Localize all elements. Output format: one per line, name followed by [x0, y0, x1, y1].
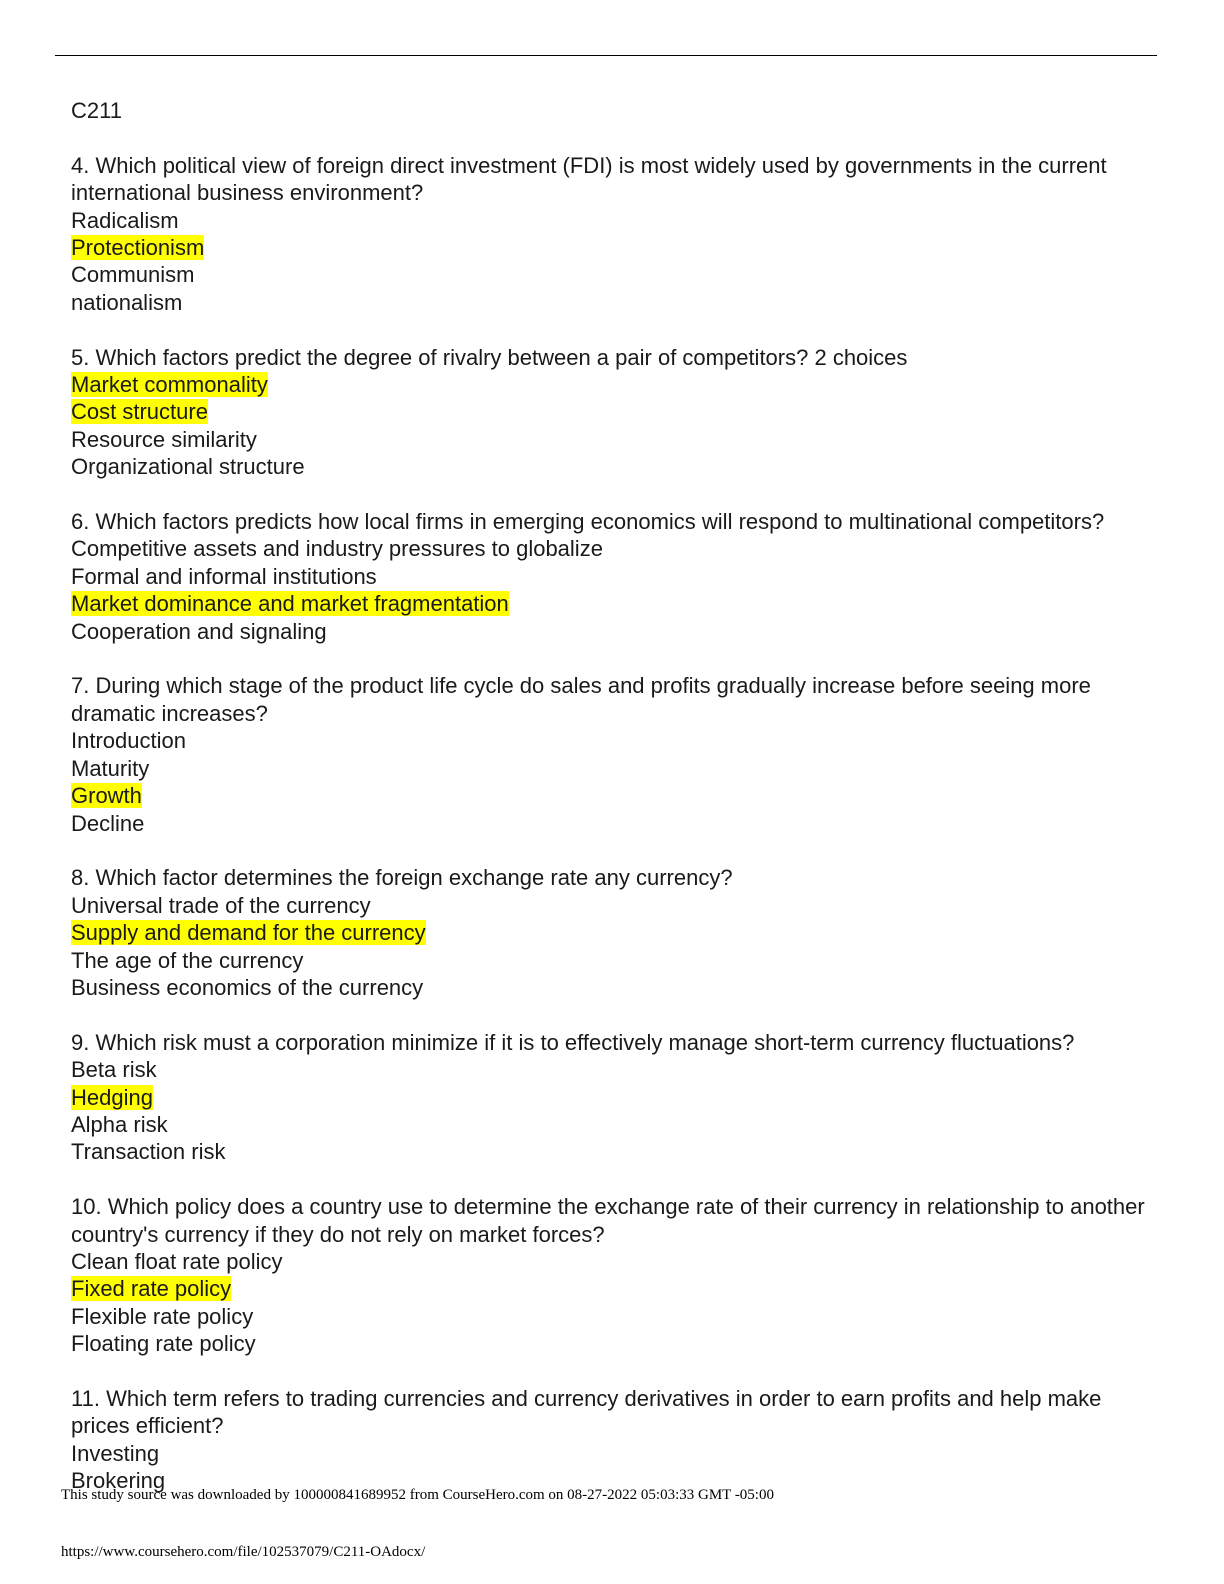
answer-option: [71, 1330, 1161, 1357]
answer-option: [71, 207, 1161, 234]
question-text: 7. During which stage of the product life cycle do sales and profits gradually increase before seeing more dramatic increases?: [71, 673, 1091, 726]
answer-option: [71, 755, 1161, 782]
answer-option-text: Fixed rate policy: [71, 1276, 232, 1302]
answer-option-text: Formal and informal institutions: [71, 563, 377, 589]
answer-option-text: Decline: [71, 810, 145, 836]
answer-option-text: Organizational structure: [71, 454, 305, 480]
answer-option-text: Cooperation and signaling: [71, 618, 327, 644]
source-url: https://www.coursehero.com/file/102537079/C211-OAdocx/: [61, 1544, 426, 1560]
question-text: 8. Which factor determines the foreign exchange rate any currency?: [71, 865, 733, 891]
answer-option-text: Universal trade of the currency: [71, 892, 371, 918]
question-block: [71, 1193, 1161, 1357]
answer-option: [71, 1138, 1161, 1165]
answer-option: [71, 1111, 1161, 1138]
document-body: [71, 97, 1161, 1522]
question-text: 5. Which factors predict the degree of rivalry between a pair of competitors? 2 choices: [71, 344, 908, 370]
highlighted-answer-option: [71, 590, 1161, 617]
answer-option: [71, 892, 1161, 919]
answer-option: [71, 563, 1161, 590]
answer-option: [71, 426, 1161, 453]
answer-option-text: nationalism: [71, 289, 183, 315]
question-text: 4. Which political view of foreign direct investment (FDI) is most widely used by governments in the current international business environment?: [71, 152, 1107, 206]
answer-option-text: Introduction: [71, 728, 186, 754]
answer-option-text: Market dominance and market fragmentation: [71, 591, 509, 617]
question-block: [71, 864, 1161, 1001]
answer-option-text: Radicalism: [71, 207, 179, 233]
highlighted-answer-option: [71, 782, 1161, 809]
question-block: [71, 152, 1161, 316]
question-block: [71, 1385, 1161, 1495]
highlighted-answer-option: [71, 1084, 1161, 1111]
answer-option-text: Market commonality: [71, 372, 268, 398]
answer-option: [71, 727, 1161, 754]
highlighted-answer-option: [71, 234, 1161, 261]
answer-option-text: Brokering: [71, 1468, 166, 1494]
answer-option: [71, 974, 1161, 1001]
question-block: [71, 344, 1161, 481]
answer-option-text: Competitive assets and industry pressures to globalize: [71, 536, 603, 562]
answer-option-text: Transaction risk: [71, 1139, 226, 1165]
answer-option: [71, 618, 1161, 645]
answer-option: [71, 289, 1161, 316]
answer-option: [71, 535, 1161, 562]
answer-option: [71, 1303, 1161, 1330]
answer-option-text: Protectionism: [71, 235, 205, 261]
answer-option-text: Growth: [71, 783, 142, 809]
answer-option-text: Beta risk: [71, 1057, 157, 1083]
course-code: C211: [71, 98, 122, 123]
answer-option: [71, 453, 1161, 480]
question-list: [71, 152, 1161, 1495]
answer-option-text: Alpha risk: [71, 1111, 168, 1137]
answer-option: [71, 1248, 1161, 1275]
question-text: 10. Which policy does a country use to determine the exchange rate of their currency in relationship to another country's currency if they do not rely on market forces?: [71, 1194, 1145, 1247]
question-text: 6. Which factors predicts how local firms in emerging economics will respond to multinational competitors?: [71, 509, 1105, 535]
answer-option-text: Cost structure: [71, 399, 208, 425]
answer-option-text: Clean float rate policy: [71, 1248, 283, 1274]
answer-option-text: Hedging: [71, 1084, 153, 1110]
answer-option-text: The age of the currency: [71, 947, 304, 973]
answer-option: [71, 947, 1161, 974]
answer-option-text: Supply and demand for the currency: [71, 920, 426, 946]
answer-option-text: Maturity: [71, 755, 150, 781]
question-block: [71, 1029, 1161, 1166]
question-text: 11. Which term refers to trading currencies and currency derivatives in order to earn profits and help make prices efficient?: [71, 1385, 1102, 1439]
highlighted-answer-option: [71, 919, 1161, 946]
question-text: 9. Which risk must a corporation minimize if it is to effectively manage short-term currency fluctuations?: [71, 1029, 1075, 1055]
download-source-note: This study source was downloaded by 100000841689952 from CourseHero.com on 08-27-2022 05:03:33 GMT -05:00: [61, 1487, 774, 1503]
answer-option-text: Business economics of the currency: [71, 974, 424, 1000]
top-divider: [55, 55, 1157, 56]
highlighted-answer-option: [71, 398, 1161, 425]
answer-option: [71, 261, 1161, 288]
answer-option: [71, 810, 1161, 837]
answer-option-text: Flexible rate policy: [71, 1303, 254, 1329]
answer-option: [71, 1440, 1161, 1467]
answer-option: [71, 1056, 1161, 1083]
question-block: [71, 672, 1161, 836]
answer-option-text: Investing: [71, 1440, 160, 1466]
answer-option-text: Communism: [71, 262, 195, 288]
answer-option-text: Floating rate policy: [71, 1331, 256, 1357]
highlighted-answer-option: [71, 1275, 1161, 1302]
highlighted-answer-option: [71, 371, 1161, 398]
answer-option-text: Resource similarity: [71, 426, 257, 452]
question-block: [71, 508, 1161, 645]
